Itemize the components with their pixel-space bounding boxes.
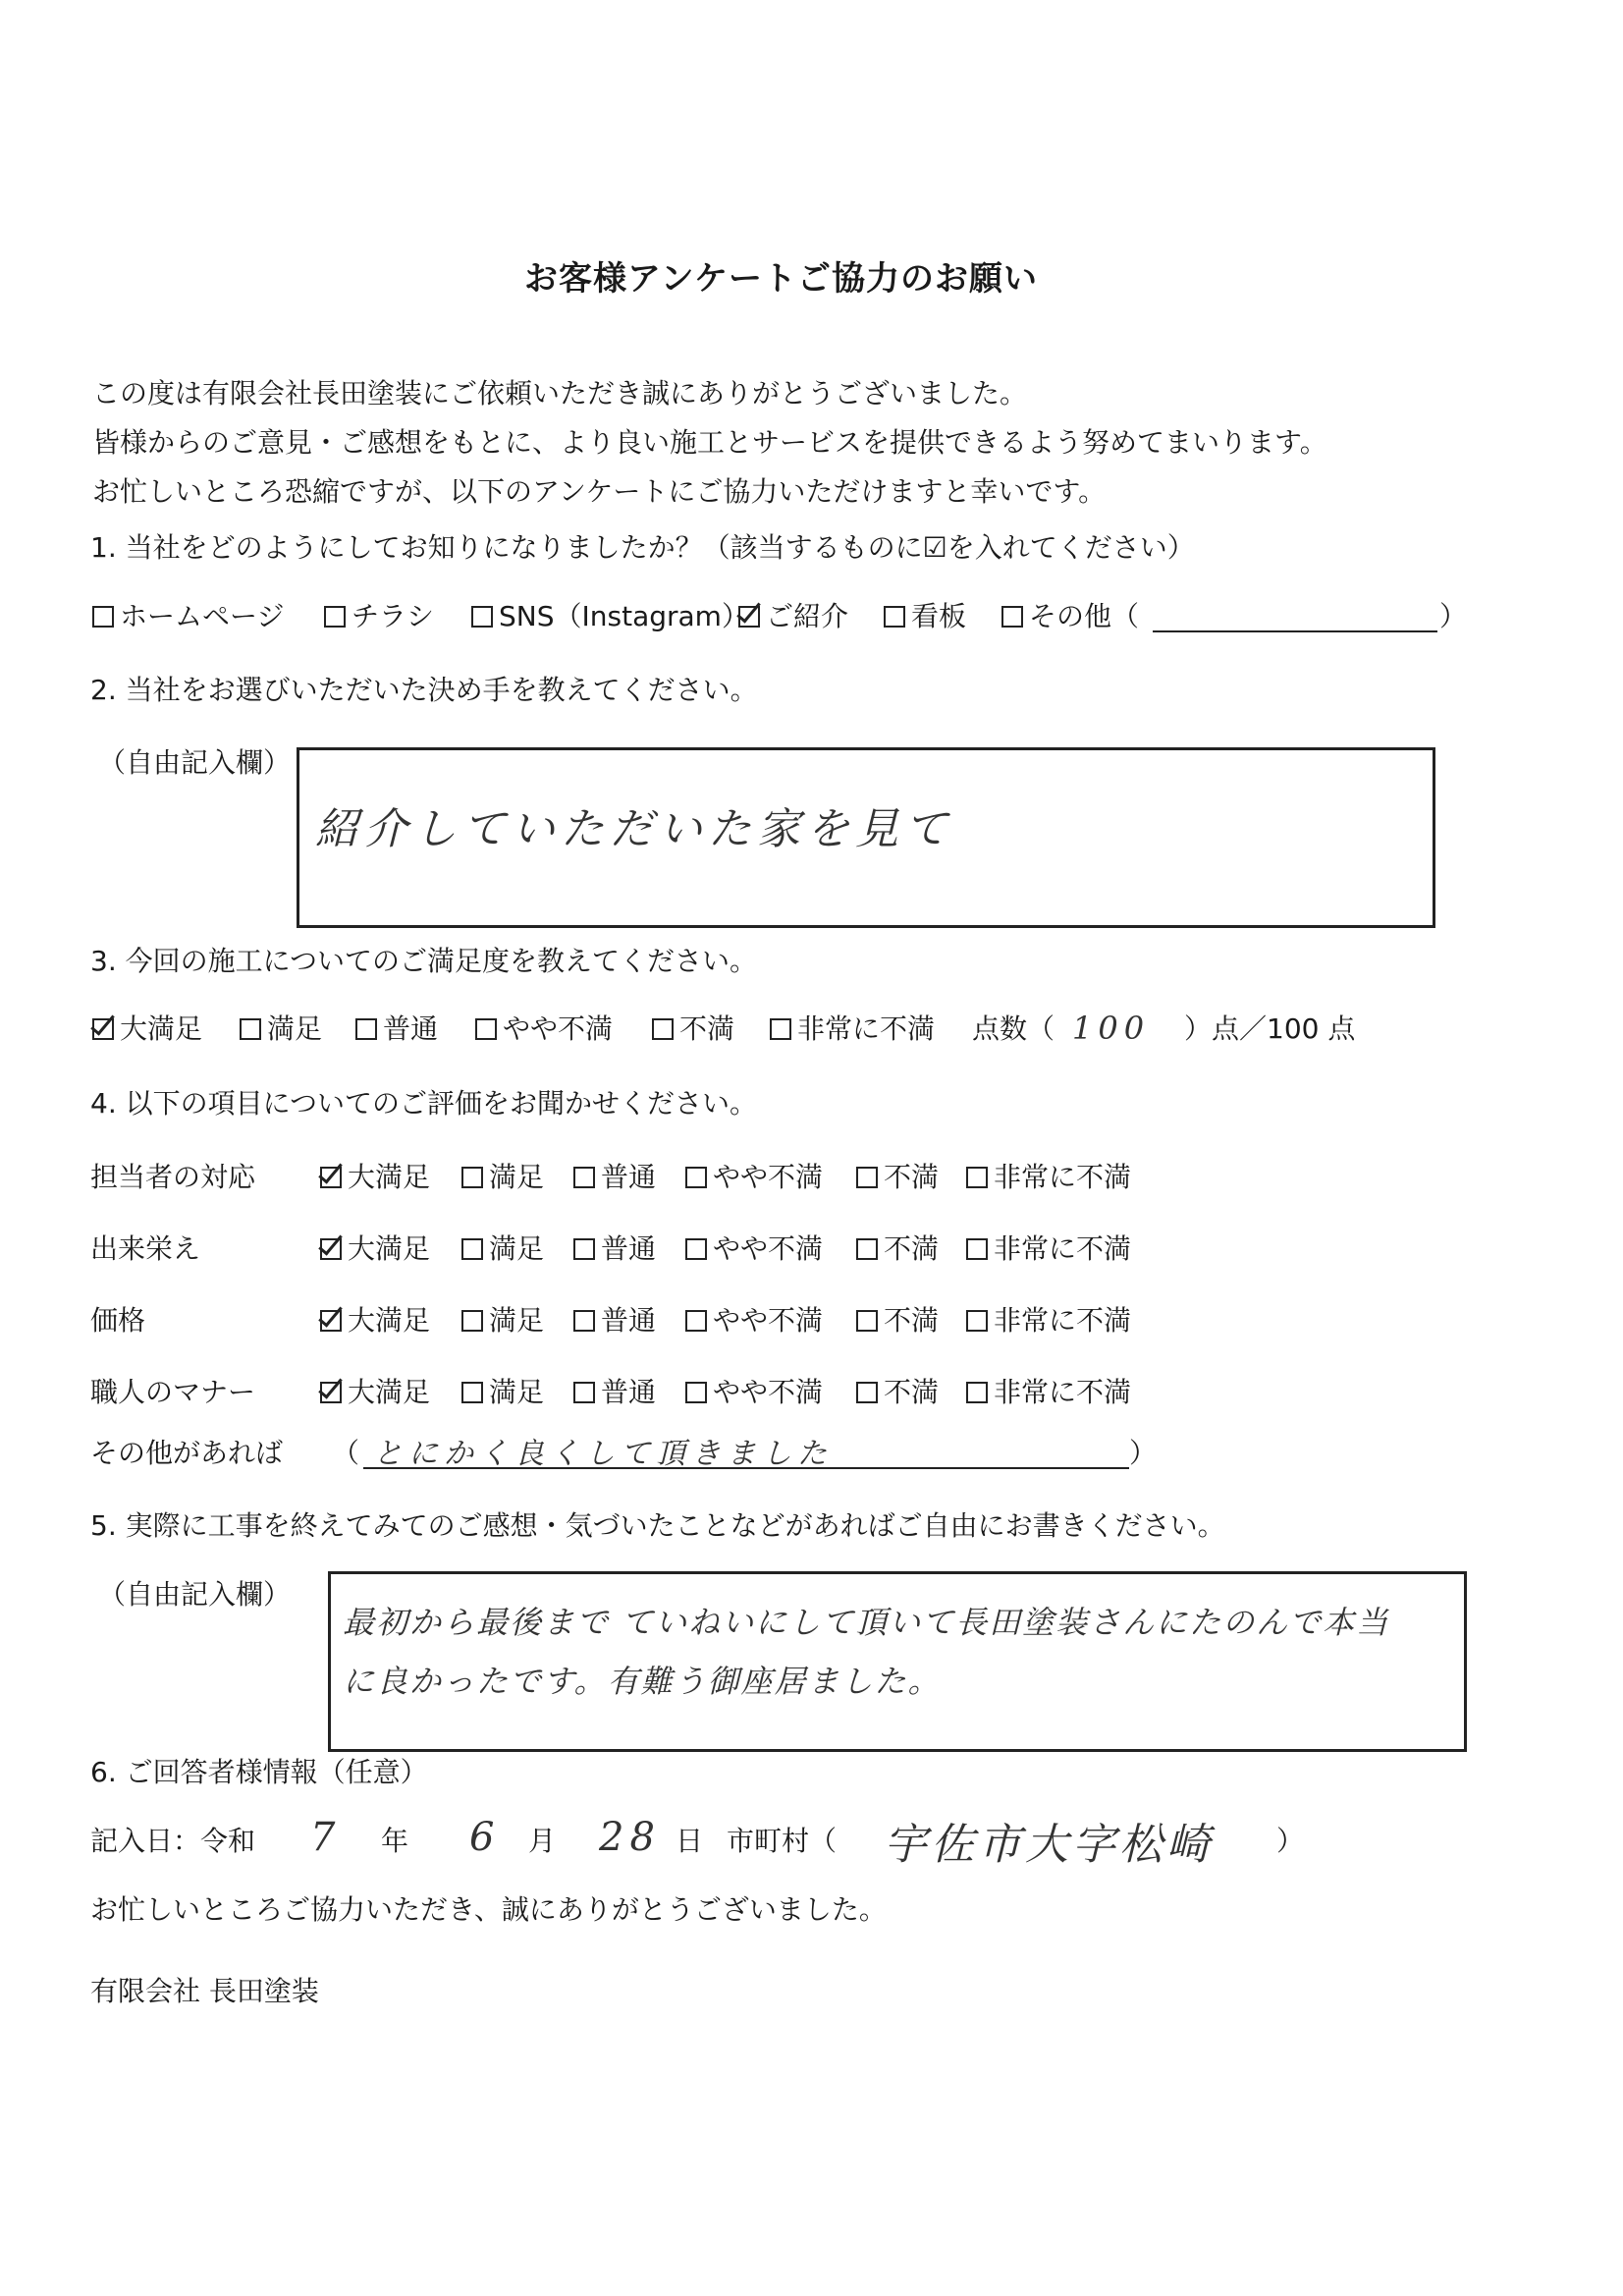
q4-option-dissatisfied[interactable]: 不満 bbox=[856, 1376, 939, 1409]
q4-option-very-satisfied[interactable]: 大満足 bbox=[320, 1161, 430, 1194]
checkbox[interactable] bbox=[856, 1382, 878, 1403]
checkbox[interactable] bbox=[240, 1018, 261, 1040]
checkbox[interactable] bbox=[966, 1382, 988, 1403]
q3-option-very-dissatisfied[interactable]: 非常に不満 bbox=[770, 1012, 935, 1046]
checkbox[interactable] bbox=[1001, 606, 1023, 628]
q5-field-label: （自由記入欄） bbox=[98, 1578, 292, 1611]
q4-other-label: その他があれば bbox=[90, 1437, 284, 1469]
q4-option-dissatisfied[interactable]: 不満 bbox=[856, 1161, 939, 1194]
checkbox-checked[interactable] bbox=[738, 606, 760, 628]
checkbox-checked[interactable] bbox=[320, 1382, 342, 1403]
q3-score-value[interactable]: 100 bbox=[1072, 1010, 1151, 1047]
q4-option-dissatisfied[interactable]: 不満 bbox=[856, 1304, 939, 1338]
q3-score-suffix: ）点／100 点 bbox=[1184, 1012, 1356, 1045]
checkbox[interactable] bbox=[92, 606, 114, 628]
q4-other-close: ） bbox=[1129, 1437, 1158, 1469]
q1-option-sns[interactable]: SNS（Instagram） bbox=[471, 600, 749, 633]
q4-option-very-dissatisfied[interactable]: 非常に不満 bbox=[966, 1161, 1131, 1194]
survey-title: お客様アンケートご協力のお願い bbox=[524, 259, 1038, 299]
q3-option-very-satisfied[interactable]: 大満足 bbox=[92, 1012, 202, 1046]
q6-month-unit: 月 bbox=[528, 1825, 557, 1857]
intro-line-3: お忙しいところ恐縮ですが、以下のアンケートにご協力いただけますと幸いです。 bbox=[92, 475, 1107, 508]
q4-option-very-satisfied[interactable]: 大満足 bbox=[320, 1232, 430, 1266]
q4-question: 4. 以下の項目についてのご評価をお聞かせください。 bbox=[90, 1087, 758, 1120]
q4-other-open: （ bbox=[332, 1437, 360, 1469]
intro-line-2: 皆様からのご意見・ご感想をもとに、より良い施工とサービスを提供できるよう努めてまいります。 bbox=[92, 426, 1327, 459]
checkbox[interactable] bbox=[966, 1167, 988, 1188]
q4-option-very-satisfied[interactable]: 大満足 bbox=[320, 1304, 430, 1338]
checkbox[interactable] bbox=[573, 1382, 595, 1403]
q2-question: 2. 当社をお選びいただいた決め手を教えてください。 bbox=[90, 674, 758, 706]
q1-option-referral[interactable]: ご紹介 bbox=[738, 600, 848, 633]
checkbox[interactable] bbox=[573, 1167, 595, 1188]
q5-answer-box[interactable] bbox=[328, 1571, 1467, 1752]
checkbox[interactable] bbox=[966, 1238, 988, 1260]
q2-answer-text: 紹介していただいた家を見て bbox=[315, 804, 953, 854]
q2-field-label: （自由記入欄） bbox=[98, 746, 292, 779]
q4-option-normal[interactable]: 普通 bbox=[573, 1232, 656, 1266]
checkbox[interactable] bbox=[884, 606, 905, 628]
q1-option-other[interactable]: その他（ bbox=[1001, 600, 1139, 633]
q4-option-somewhat-dissatisfied[interactable]: やや不満 bbox=[685, 1232, 823, 1266]
checkbox[interactable] bbox=[856, 1167, 878, 1188]
q1-question: 1. 当社をどのようにしてお知りになりましたか？（該当するものに☑を入れてください） bbox=[90, 531, 1195, 564]
checkbox[interactable] bbox=[573, 1310, 595, 1332]
checkbox[interactable] bbox=[461, 1310, 483, 1332]
q4-option-very-dissatisfied[interactable]: 非常に不満 bbox=[966, 1304, 1131, 1338]
checkbox[interactable] bbox=[355, 1018, 377, 1040]
q4-option-somewhat-dissatisfied[interactable]: やや不満 bbox=[685, 1376, 823, 1409]
checkbox[interactable] bbox=[856, 1310, 878, 1332]
q4-row-label: 担当者の対応 bbox=[90, 1161, 256, 1193]
q4-option-satisfied[interactable]: 満足 bbox=[461, 1161, 544, 1194]
q4-option-satisfied[interactable]: 満足 bbox=[461, 1304, 544, 1338]
checkbox[interactable] bbox=[770, 1018, 791, 1040]
q1-other-blank[interactable] bbox=[1153, 630, 1437, 632]
q4-option-normal[interactable]: 普通 bbox=[573, 1376, 656, 1409]
checkbox[interactable] bbox=[461, 1238, 483, 1260]
q2-answer-box[interactable] bbox=[297, 747, 1435, 928]
q4-option-dissatisfied[interactable]: 不満 bbox=[856, 1232, 939, 1266]
checkbox-checked[interactable] bbox=[92, 1018, 114, 1040]
q3-score-label: 点数（ bbox=[972, 1012, 1055, 1045]
checkbox[interactable] bbox=[856, 1238, 878, 1260]
checkbox-checked[interactable] bbox=[320, 1167, 342, 1188]
closing-message: お忙しいところご協力いただき、誠にありがとうございました。 bbox=[90, 1893, 887, 1926]
checkbox[interactable] bbox=[475, 1018, 497, 1040]
q6-date-label: 記入日：令和 bbox=[90, 1825, 256, 1857]
q4-option-somewhat-dissatisfied[interactable]: やや不満 bbox=[685, 1161, 823, 1194]
checkbox-checked[interactable] bbox=[320, 1238, 342, 1260]
q6-month-value[interactable]: 6 bbox=[469, 1815, 501, 1860]
q4-row-label: 出来栄え bbox=[90, 1232, 201, 1265]
checkbox[interactable] bbox=[573, 1238, 595, 1260]
q3-option-somewhat-dissatisfied[interactable]: やや不満 bbox=[475, 1012, 613, 1046]
q1-option-signboard[interactable]: 看板 bbox=[884, 600, 966, 633]
q1-option-flyer[interactable]: チラシ bbox=[324, 600, 434, 633]
checkbox[interactable] bbox=[461, 1167, 483, 1188]
q4-option-satisfied[interactable]: 満足 bbox=[461, 1232, 544, 1266]
checkbox[interactable] bbox=[324, 606, 346, 628]
q4-row-label: 職人のマナー bbox=[90, 1376, 256, 1408]
checkbox[interactable] bbox=[685, 1238, 707, 1260]
q6-day-unit: 日 bbox=[676, 1825, 704, 1857]
q4-row-label: 価格 bbox=[90, 1304, 146, 1337]
q6-city-value[interactable]: 宇佐市大字松崎 bbox=[884, 1820, 1214, 1870]
q1-option-homepage[interactable]: ホームページ bbox=[92, 600, 284, 633]
q4-option-somewhat-dissatisfied[interactable]: やや不満 bbox=[685, 1304, 823, 1338]
q5-answer-line-2: に良かったです。有難う御座居ました。 bbox=[343, 1663, 942, 1700]
checkbox[interactable] bbox=[685, 1167, 707, 1188]
q6-year-value[interactable]: 7 bbox=[310, 1815, 342, 1860]
checkbox[interactable] bbox=[461, 1382, 483, 1403]
checkbox[interactable] bbox=[471, 606, 493, 628]
q3-question: 3. 今回の施工についてのご満足度を教えてください。 bbox=[90, 945, 758, 977]
checkbox-checked[interactable] bbox=[320, 1310, 342, 1332]
q4-option-satisfied[interactable]: 満足 bbox=[461, 1376, 544, 1409]
intro-line-1: この度は有限会社長田塗装にご依頼いただき誠にありがとうございました。 bbox=[92, 377, 1028, 410]
checkbox[interactable] bbox=[685, 1310, 707, 1332]
checkbox[interactable] bbox=[685, 1382, 707, 1403]
q3-option-satisfied[interactable]: 満足 bbox=[240, 1012, 322, 1046]
q4-option-normal[interactable]: 普通 bbox=[573, 1304, 656, 1338]
q4-option-very-dissatisfied[interactable]: 非常に不満 bbox=[966, 1376, 1131, 1409]
q3-option-dissatisfied[interactable]: 不満 bbox=[652, 1012, 734, 1046]
checkbox[interactable] bbox=[652, 1018, 674, 1040]
q5-question: 5. 実際に工事を終えてみてのご感想・気づいたことなどがあればご自由にお書きください。 bbox=[90, 1509, 1225, 1542]
q6-year-unit: 年 bbox=[381, 1825, 409, 1857]
q3-option-normal[interactable]: 普通 bbox=[355, 1012, 438, 1046]
q6-city-label: 市町村（ bbox=[727, 1825, 838, 1857]
company-name: 有限会社 長田塗装 bbox=[90, 1975, 319, 2007]
q6-day-value[interactable]: 28 bbox=[599, 1815, 661, 1860]
q1-close-paren: ） bbox=[1439, 600, 1468, 632]
q4-option-very-satisfied[interactable]: 大満足 bbox=[320, 1376, 430, 1409]
q4-other-answer: とにかく良くして頂きました bbox=[373, 1437, 833, 1471]
q6-question: 6. ご回答者様情報（任意） bbox=[90, 1756, 428, 1788]
q6-city-close: ） bbox=[1276, 1825, 1305, 1857]
q4-option-normal[interactable]: 普通 bbox=[573, 1161, 656, 1194]
q5-answer-line-1: 最初から最後まで ていねいにして頂いて長田塗装さんにたのんで本当 bbox=[343, 1604, 1390, 1641]
q4-option-very-dissatisfied[interactable]: 非常に不満 bbox=[966, 1232, 1131, 1266]
checkbox[interactable] bbox=[966, 1310, 988, 1332]
